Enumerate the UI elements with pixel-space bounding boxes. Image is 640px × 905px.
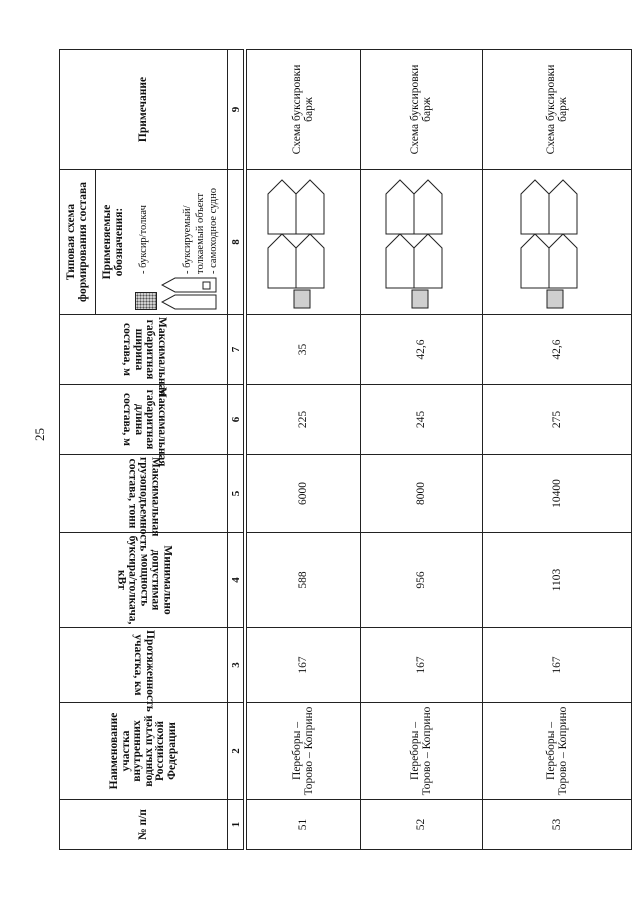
row-power: 956 bbox=[360, 533, 482, 628]
header-note: Примечание bbox=[60, 50, 228, 170]
row-scheme bbox=[360, 170, 482, 315]
header-power: Минимально допустимая мощность буксира/толкача, кВт bbox=[60, 533, 228, 628]
index-cell: 2 bbox=[228, 703, 244, 800]
index-cell: 4 bbox=[228, 533, 244, 628]
header-row-top bbox=[60, 50, 96, 850]
index-row bbox=[228, 50, 244, 850]
body-stage bbox=[246, 50, 632, 850]
row-note: Схема буксировки барж bbox=[482, 50, 631, 170]
header-section-name: Наименование участка внутренних водных путей Российской Федерации bbox=[60, 703, 228, 800]
convoy-scheme-diagram bbox=[515, 172, 595, 312]
row-max-width: 35 bbox=[247, 315, 361, 385]
legend-self-label: - самоходное судно bbox=[208, 188, 220, 274]
page-number: 25 bbox=[32, 428, 47, 441]
rotated-table-wrapper bbox=[59, 50, 244, 850]
convoy-scheme-diagram bbox=[380, 172, 460, 312]
legend-cell bbox=[96, 170, 228, 315]
index-cell: 5 bbox=[228, 455, 244, 533]
row-capacity: 10400 bbox=[482, 455, 631, 533]
index-cell: 7 bbox=[228, 315, 244, 385]
row-power: 1103 bbox=[482, 533, 631, 628]
index-cell: 9 bbox=[228, 50, 244, 170]
index-cell: 8 bbox=[228, 170, 244, 315]
row-max-width: 42,6 bbox=[482, 315, 631, 385]
row-name: Переборы – Торово – Коприно bbox=[360, 703, 482, 800]
row-capacity: 8000 bbox=[360, 455, 482, 533]
table-row bbox=[360, 50, 482, 850]
row-length: 167 bbox=[482, 628, 631, 703]
row-num: 51 bbox=[247, 800, 361, 850]
row-capacity: 6000 bbox=[247, 455, 361, 533]
row-max-length: 275 bbox=[482, 385, 631, 455]
legend-tug-label: - буксир/толкач bbox=[138, 205, 150, 274]
index-cell: 6 bbox=[228, 385, 244, 455]
table-row bbox=[482, 50, 631, 850]
legend-texts bbox=[129, 174, 220, 274]
header-num: № п/п bbox=[60, 800, 228, 850]
tug-swatch-icon bbox=[135, 292, 157, 310]
row-num: 52 bbox=[360, 800, 482, 850]
row-max-length: 245 bbox=[360, 385, 482, 455]
legend-towed-label: - буксируемый/ толкаемый объект bbox=[182, 193, 207, 274]
row-note: Схема буксировки барж bbox=[360, 50, 482, 170]
convoy-scheme-diagram bbox=[263, 172, 341, 312]
legend-vessel-icons bbox=[161, 274, 221, 310]
legend-title: Применяемые обозначения: bbox=[101, 204, 125, 280]
row-num: 53 bbox=[482, 800, 631, 850]
header-capacity: Максимальная грузоподъемность состава, тонн bbox=[60, 455, 228, 533]
row-name: Переборы – Торово – Коприно bbox=[247, 703, 361, 800]
index-cell: 3 bbox=[228, 628, 244, 703]
header-max-width: Максимальная габаритная ширина состава, м bbox=[60, 315, 228, 385]
row-scheme bbox=[482, 170, 631, 315]
row-power: 588 bbox=[247, 533, 361, 628]
legend-symbols bbox=[129, 274, 221, 310]
index-cell: 1 bbox=[228, 800, 244, 850]
header-max-length: Максимальная габаритная длина состава, м bbox=[60, 385, 228, 455]
row-scheme bbox=[247, 170, 361, 315]
header-length: Протяженность участка, км bbox=[60, 628, 228, 703]
rotated-body-wrapper bbox=[246, 50, 632, 850]
header-scheme: Типовая схема формирования состава bbox=[60, 170, 96, 315]
row-note: Схема буксировки барж bbox=[247, 50, 361, 170]
row-length: 167 bbox=[247, 628, 361, 703]
towed-and-self-propelled-icon bbox=[161, 276, 217, 310]
row-length: 167 bbox=[360, 628, 482, 703]
table-stage bbox=[59, 50, 244, 850]
row-max-length: 225 bbox=[247, 385, 361, 455]
convoy-table bbox=[59, 49, 244, 850]
row-max-width: 42,6 bbox=[360, 315, 482, 385]
row-name: Переборы – Торово – Коприно bbox=[482, 703, 631, 800]
table-row bbox=[247, 50, 361, 850]
data-rows bbox=[246, 49, 632, 850]
